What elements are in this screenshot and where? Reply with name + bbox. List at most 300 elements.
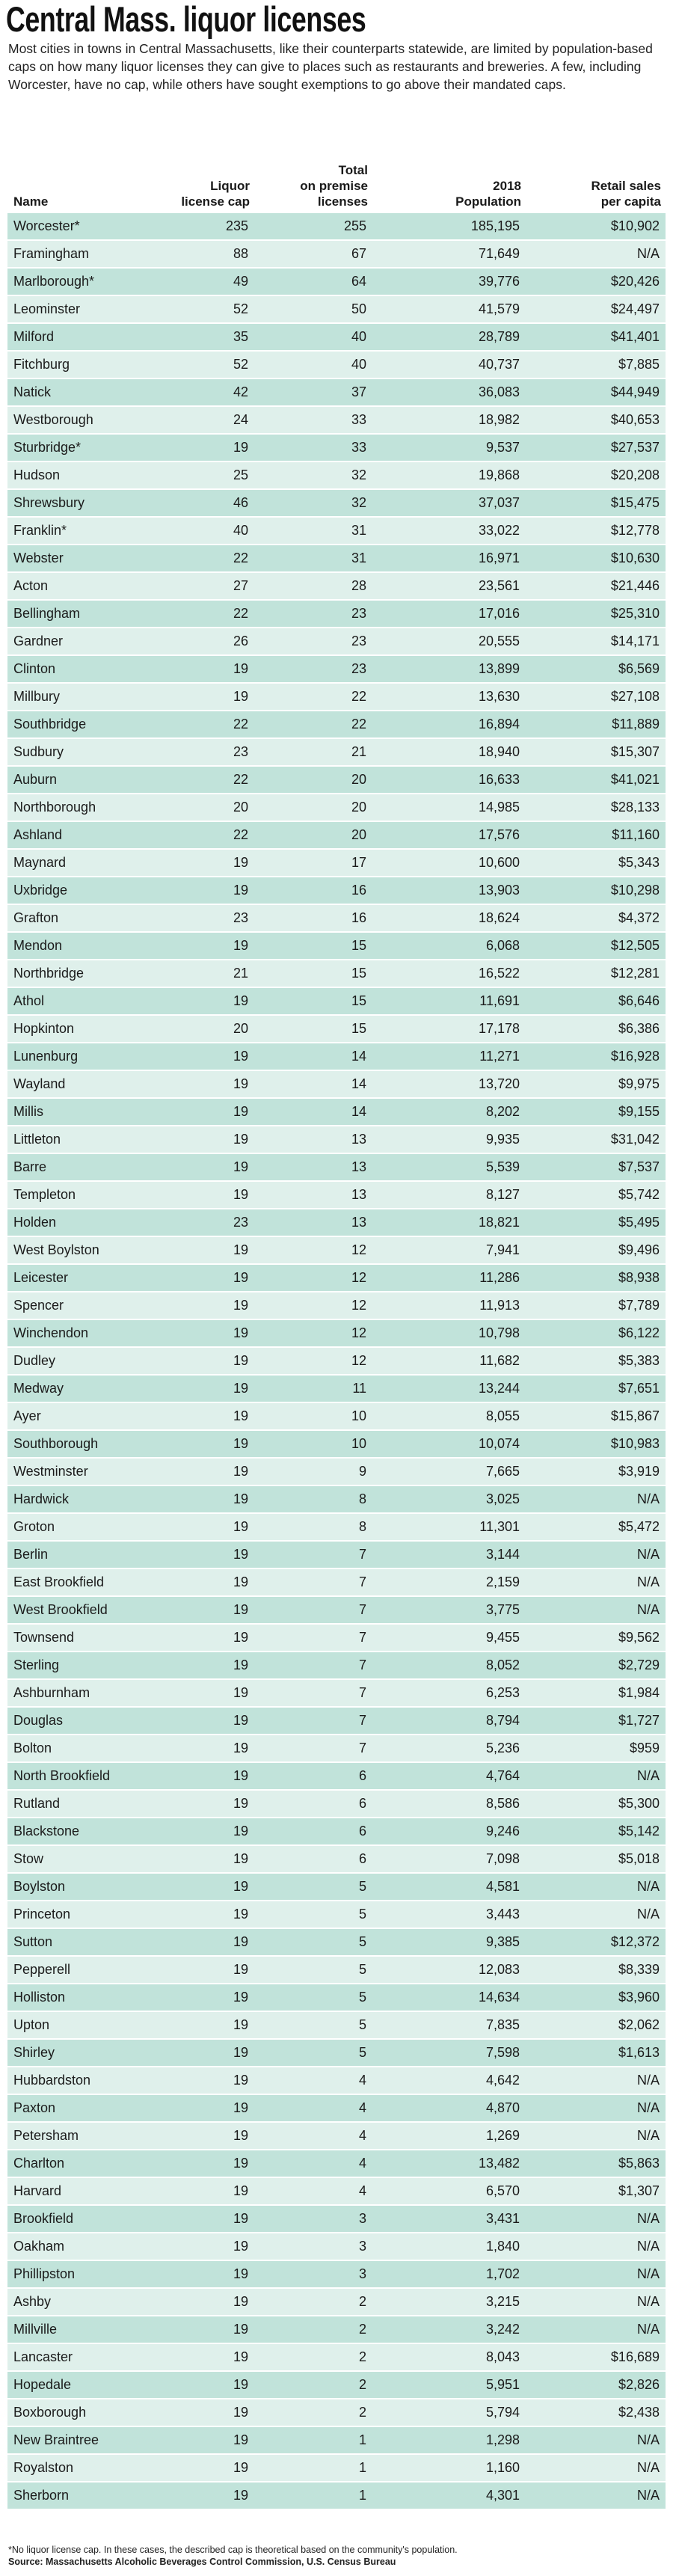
table-row: [7, 2150, 666, 2178]
cell-total-licenses: 12: [351, 1270, 366, 1285]
table-row: [7, 905, 666, 933]
cell-license-cap: 19: [233, 1242, 248, 1257]
cell-population: 13,720: [478, 1076, 520, 1091]
cell-license-cap: 19: [233, 2128, 248, 2143]
table-row: [7, 2178, 666, 2206]
cell-name: West Brookfield: [13, 1602, 108, 1617]
intro-paragraph: Most cities in towns in Central Massachusetts, like their counterparts statewide, are limited by population-based caps on how many liquor licenses they can give to places such as restaurants and breweries. A few, including Worcester, have no cap, while others have sought exemptions to go above their mandated caps.: [8, 41, 653, 92]
cell-name: Worcester*: [13, 218, 80, 233]
cell-population: 13,903: [478, 883, 520, 898]
cell-retail-sales: $12,281: [610, 966, 660, 981]
cell-license-cap: 19: [233, 1851, 248, 1866]
cell-name: Spencer: [13, 1298, 64, 1313]
cell-population: 18,624: [478, 910, 520, 925]
cell-license-cap: 19: [233, 1796, 248, 1811]
cell-name: Westborough: [13, 412, 93, 427]
cell-total-licenses: 4: [358, 2156, 366, 2171]
cell-license-cap: 19: [233, 1491, 248, 1506]
table-row: [7, 462, 666, 490]
cell-retail-sales: $6,646: [618, 993, 660, 1008]
header-total-licenses-text: Total: [338, 163, 368, 177]
cell-population: 37,037: [478, 495, 520, 510]
cell-total-licenses: 1: [358, 2488, 366, 2503]
table-header: [7, 136, 666, 213]
cell-name: Gardner: [13, 634, 64, 648]
cell-license-cap: 19: [233, 1132, 248, 1147]
cell-license-cap: 19: [233, 2266, 248, 2281]
table-row: [7, 1901, 666, 1929]
table-row: [7, 2012, 666, 2040]
cell-retail-sales: $5,018: [618, 1851, 660, 1866]
cell-retail-sales: N/A: [636, 2432, 660, 2447]
cell-population: 33,022: [478, 523, 520, 538]
cell-population: 4,764: [485, 1768, 520, 1783]
cell-retail-sales: $6,386: [618, 1021, 660, 1036]
cell-total-licenses: 255: [343, 218, 366, 233]
cell-license-cap: 19: [233, 1353, 248, 1368]
cell-license-cap: 88: [233, 246, 248, 261]
table-row: [7, 1874, 666, 1901]
cell-population: 40,737: [478, 357, 520, 372]
cell-license-cap: 22: [233, 551, 248, 565]
cell-total-licenses: 20: [351, 800, 366, 815]
cell-name: Wayland: [13, 1076, 66, 1091]
cell-population: 11,913: [479, 1298, 520, 1313]
cell-license-cap: 35: [233, 329, 248, 344]
cell-total-licenses: 28: [351, 578, 366, 593]
table-row: [7, 988, 666, 1016]
cell-name: Bellingham: [13, 606, 81, 621]
cell-name: Barre: [13, 1159, 47, 1174]
cell-license-cap: 19: [233, 2460, 248, 2475]
cell-license-cap: 24: [233, 412, 248, 427]
cell-retail-sales: $28,133: [610, 800, 660, 815]
table-row: [7, 1431, 666, 1459]
cell-population: 3,443: [485, 1907, 520, 1922]
cell-retail-sales: $15,475: [610, 495, 660, 510]
cell-name: Groton: [13, 1519, 55, 1534]
table-row: [7, 1846, 666, 1874]
cell-license-cap: 19: [233, 440, 248, 455]
cell-name: Lancaster: [13, 2349, 73, 2364]
cell-retail-sales: $11,160: [612, 827, 660, 842]
cell-name: Southbridge: [13, 717, 87, 732]
cell-total-licenses: 10: [351, 1408, 366, 1423]
table-row: [7, 1763, 666, 1791]
cell-license-cap: 19: [233, 1187, 248, 1202]
table-row: [7, 1403, 666, 1431]
cell-license-cap: 23: [233, 1215, 248, 1230]
cell-population: 13,899: [478, 661, 520, 676]
cell-total-licenses: 2: [358, 2377, 366, 2392]
cell-name: Westminster: [13, 1464, 88, 1479]
cell-retail-sales: $24,497: [610, 301, 660, 316]
cell-total-licenses: 1: [358, 2460, 366, 2475]
cell-license-cap: 21: [233, 966, 248, 981]
table-row: [7, 1514, 666, 1542]
cell-retail-sales: $1,307: [618, 2183, 660, 2198]
cell-total-licenses: 15: [351, 993, 366, 1008]
cell-name: Holliston: [13, 1990, 66, 2005]
table-row: [7, 2455, 666, 2483]
cell-population: 71,649: [478, 246, 520, 261]
cell-population: 14,985: [478, 800, 520, 815]
cell-retail-sales: $8,938: [618, 1270, 660, 1285]
table-row: [7, 352, 666, 379]
cell-population: 20,555: [478, 634, 520, 648]
cell-population: 1,269: [485, 2128, 520, 2143]
cell-total-licenses: 12: [351, 1325, 366, 1340]
cell-total-licenses: 8: [358, 1519, 366, 1534]
cell-population: 10,600: [478, 855, 520, 870]
table-row: [7, 2289, 666, 2316]
table-row: [7, 960, 666, 988]
footnote-note: *No liquor license cap. In these cases, the described cap is theoretical based on the community's population.: [8, 2545, 458, 2555]
cell-license-cap: 22: [233, 772, 248, 787]
cell-license-cap: 19: [233, 1049, 248, 1064]
cell-license-cap: 49: [233, 274, 248, 289]
table-row: [7, 1957, 666, 1984]
cell-population: 13,630: [478, 689, 520, 704]
table-row: [7, 767, 666, 794]
cell-name: Uxbridge: [13, 883, 68, 898]
cell-total-licenses: 23: [351, 606, 366, 621]
header-population-text: 2018: [493, 179, 521, 193]
cell-total-licenses: 20: [351, 827, 366, 842]
cell-license-cap: 19: [233, 661, 248, 676]
cell-retail-sales: $2,729: [618, 1657, 660, 1672]
cell-retail-sales: $7,651: [618, 1381, 660, 1396]
header-total-licenses-text: on premise: [300, 179, 368, 193]
cell-name: Sterling: [13, 1657, 60, 1672]
cell-total-licenses: 13: [351, 1132, 366, 1147]
cell-retail-sales: $6,122: [618, 1325, 660, 1340]
cell-total-licenses: 31: [351, 551, 366, 565]
cell-population: 5,539: [485, 1159, 520, 1174]
cell-license-cap: 19: [233, 2349, 248, 2364]
page-title: Central Mass. liquor licenses: [6, 0, 366, 39]
cell-population: 17,016: [478, 606, 520, 621]
cell-total-licenses: 4: [358, 2128, 366, 2143]
cell-total-licenses: 33: [351, 440, 366, 455]
header-population: [372, 178, 526, 209]
table-row: [7, 2261, 666, 2289]
cell-name: Upton: [13, 2017, 50, 2032]
cell-population: 1,298: [485, 2432, 520, 2447]
cell-population: 6,068: [485, 938, 520, 953]
cell-name: Southborough: [13, 1436, 99, 1451]
cell-retail-sales: $27,108: [610, 689, 660, 704]
cell-population: 1,160: [485, 2460, 520, 2475]
cell-total-licenses: 10: [351, 1436, 366, 1451]
cell-population: 17,178: [478, 1021, 520, 1036]
cell-total-licenses: 13: [351, 1215, 366, 1230]
table-row: [7, 1791, 666, 1818]
cell-population: 23,561: [478, 578, 520, 593]
cell-retail-sales: $9,496: [618, 1242, 660, 1257]
cell-name: Stow: [13, 1851, 44, 1866]
cell-population: 4,301: [485, 2488, 520, 2503]
cell-license-cap: 19: [233, 1408, 248, 1423]
cell-license-cap: 19: [233, 883, 248, 898]
cell-population: 1,702: [485, 2266, 520, 2281]
cell-population: 3,215: [485, 2294, 520, 2309]
cell-retail-sales: $2,438: [618, 2405, 660, 2420]
cell-license-cap: 19: [233, 1879, 248, 1894]
table-row: [7, 2344, 666, 2372]
cell-name: East Brookfield: [13, 1574, 105, 1589]
cell-name: New Braintree: [13, 2432, 99, 2447]
table-row: [7, 490, 666, 518]
cell-name: Winchendon: [13, 1325, 89, 1340]
cell-population: 3,144: [485, 1547, 520, 1562]
cell-name: Ashburnham: [13, 1685, 90, 1700]
table-row: [7, 1652, 666, 1680]
table-row: [7, 1182, 666, 1209]
cell-retail-sales: $27,537: [610, 440, 660, 455]
table-row: [7, 1209, 666, 1237]
license-table: [7, 136, 666, 2510]
cell-name: Holden: [13, 1215, 57, 1230]
cell-total-licenses: 7: [358, 1713, 366, 1728]
header-population-text: Population: [455, 194, 521, 209]
cell-name: Shirley: [13, 2045, 55, 2060]
cell-total-licenses: 15: [351, 1021, 366, 1036]
cell-license-cap: 42: [233, 384, 248, 399]
header-name: [7, 194, 165, 209]
cell-population: 4,642: [485, 2073, 520, 2088]
table-row: [7, 1237, 666, 1265]
cell-total-licenses: 23: [351, 634, 366, 648]
cell-total-licenses: 7: [358, 1657, 366, 1672]
table-row: [7, 877, 666, 905]
cell-retail-sales: $10,902: [610, 218, 660, 233]
cell-retail-sales: $5,383: [618, 1353, 660, 1368]
cell-total-licenses: 16: [351, 883, 366, 898]
table-row: [7, 1099, 666, 1126]
cell-name: Charlton: [13, 2156, 65, 2171]
cell-retail-sales: $15,867: [610, 1408, 660, 1423]
table-row: [7, 296, 666, 324]
table-row: [7, 518, 666, 545]
cell-license-cap: 20: [233, 800, 248, 815]
cell-license-cap: 19: [233, 855, 248, 870]
cell-license-cap: 19: [233, 1436, 248, 1451]
cell-population: 11,301: [479, 1519, 520, 1534]
cell-license-cap: 19: [233, 2045, 248, 2060]
cell-population: 11,286: [479, 1270, 520, 1285]
cell-total-licenses: 7: [358, 1741, 366, 1755]
cell-retail-sales: $16,928: [610, 1049, 660, 1064]
cell-retail-sales: $3,919: [618, 1464, 660, 1479]
table-row: [7, 822, 666, 850]
cell-retail-sales: $5,142: [618, 1824, 660, 1839]
cell-name: Leominster: [13, 301, 81, 316]
header-total-licenses: [254, 162, 372, 209]
cell-name: Sturbridge*: [13, 440, 82, 455]
cell-license-cap: 19: [233, 2156, 248, 2171]
cell-license-cap: 19: [233, 2239, 248, 2254]
cell-total-licenses: 50: [351, 301, 366, 316]
cell-name: Princeton: [13, 1907, 71, 1922]
cell-retail-sales: $5,300: [618, 1796, 660, 1811]
table-row: [7, 1376, 666, 1403]
cell-population: 8,794: [485, 1713, 520, 1728]
cell-retail-sales: N/A: [636, 1907, 660, 1922]
cell-retail-sales: $16,689: [610, 2349, 660, 2364]
cell-name: Boxborough: [13, 2405, 87, 2420]
cell-name: Townsend: [13, 1630, 75, 1645]
cell-license-cap: 19: [233, 2211, 248, 2226]
cell-retail-sales: $40,653: [610, 412, 660, 427]
cell-retail-sales: $9,562: [618, 1630, 660, 1645]
cell-total-licenses: 12: [351, 1242, 366, 1257]
cell-retail-sales: $11,889: [612, 717, 660, 732]
cell-population: 11,682: [479, 1353, 520, 1368]
cell-population: 3,431: [485, 2211, 520, 2226]
cell-total-licenses: 5: [358, 1962, 366, 1977]
cell-license-cap: 26: [233, 634, 248, 648]
table-row: [7, 379, 666, 407]
cell-retail-sales: $21,446: [610, 578, 660, 593]
cell-population: 10,074: [478, 1436, 520, 1451]
cell-population: 2,159: [485, 1574, 520, 1589]
cell-retail-sales: N/A: [636, 246, 660, 261]
cell-retail-sales: $31,042: [610, 1132, 660, 1147]
table-row: [7, 1708, 666, 1735]
cell-retail-sales: $1,613: [618, 2045, 660, 2060]
table-row: [7, 2483, 666, 2510]
cell-license-cap: 19: [233, 1159, 248, 1174]
cell-license-cap: 19: [233, 1519, 248, 1534]
cell-total-licenses: 3: [358, 2239, 366, 2254]
cell-retail-sales: $7,537: [618, 1159, 660, 1174]
cell-license-cap: 19: [233, 2100, 248, 2115]
cell-total-licenses: 2: [358, 2294, 366, 2309]
cell-name: Athol: [13, 993, 45, 1008]
cell-retail-sales: $959: [629, 1741, 660, 1755]
cell-total-licenses: 4: [358, 2100, 366, 2115]
cell-retail-sales: N/A: [636, 1602, 660, 1617]
cell-population: 19,868: [478, 467, 520, 482]
cell-license-cap: 40: [233, 523, 248, 538]
cell-name: Millville: [13, 2322, 57, 2337]
cell-retail-sales: $9,975: [618, 1076, 660, 1091]
table-row: [7, 684, 666, 711]
cell-total-licenses: 6: [358, 1768, 366, 1783]
cell-license-cap: 19: [233, 1602, 248, 1617]
cell-retail-sales: N/A: [636, 2239, 660, 2254]
source-credit: Source: Massachusetts Alcoholic Beverages Control Commission, U.S. Census Bureau: [8, 2557, 396, 2567]
cell-population: 9,246: [485, 1824, 520, 1839]
cell-population: 5,794: [485, 2405, 520, 2420]
table-row: [7, 1735, 666, 1763]
table-row: [7, 2372, 666, 2399]
cell-license-cap: 19: [233, 1907, 248, 1922]
cell-license-cap: 19: [233, 1464, 248, 1479]
cell-license-cap: 20: [233, 1021, 248, 1036]
cell-total-licenses: 15: [351, 938, 366, 953]
cell-retail-sales: $1,984: [618, 1685, 660, 1700]
cell-retail-sales: $44,949: [610, 384, 660, 399]
cell-name: Paxton: [13, 2100, 56, 2115]
cell-population: 4,870: [485, 2100, 520, 2115]
cell-retail-sales: $10,983: [610, 1436, 660, 1451]
cell-retail-sales: $9,155: [618, 1104, 660, 1119]
table-row: [7, 1154, 666, 1182]
cell-population: 14,634: [478, 1990, 520, 2005]
cell-name: Marlborough*: [13, 274, 95, 289]
table-row: [7, 601, 666, 628]
cell-population: 18,821: [478, 1215, 520, 1230]
cell-name: Hubbardston: [13, 2073, 91, 2088]
cell-name: Lunenburg: [13, 1049, 79, 1064]
cell-name: Sutton: [13, 1934, 53, 1949]
cell-name: Brookfield: [13, 2211, 74, 2226]
cell-retail-sales: N/A: [636, 2073, 660, 2088]
cell-name: Sudbury: [13, 744, 64, 759]
table-row: [7, 1625, 666, 1652]
table-row: [7, 1984, 666, 2012]
table-row: [7, 1542, 666, 1569]
cell-total-licenses: 31: [351, 523, 366, 538]
cell-license-cap: 19: [233, 1270, 248, 1285]
cell-retail-sales: $6,569: [618, 661, 660, 676]
cell-total-licenses: 14: [351, 1049, 366, 1064]
cell-population: 5,951: [485, 2377, 520, 2392]
cell-retail-sales: N/A: [636, 1768, 660, 1783]
cell-retail-sales: $4,372: [618, 910, 660, 925]
table-row: [7, 1126, 666, 1154]
table-row: [7, 241, 666, 269]
cell-population: 11,691: [479, 993, 520, 1008]
cell-total-licenses: 40: [351, 329, 366, 344]
cell-name: Bolton: [13, 1741, 52, 1755]
cell-population: 9,537: [485, 440, 520, 455]
table-body: [7, 213, 666, 2510]
cell-total-licenses: 13: [351, 1159, 366, 1174]
cell-name: Ashby: [13, 2294, 52, 2309]
cell-license-cap: 22: [233, 717, 248, 732]
cell-name: Webster: [13, 551, 64, 565]
cell-population: 8,043: [485, 2349, 520, 2364]
cell-name: West Boylston: [13, 1242, 99, 1257]
cell-retail-sales: $5,742: [618, 1187, 660, 1202]
table-row: [7, 213, 666, 241]
table-row: [7, 1680, 666, 1708]
cell-name: Oakham: [13, 2239, 65, 2254]
header-name-text: Name: [13, 194, 49, 209]
cell-retail-sales: $5,472: [618, 1519, 660, 1534]
cell-retail-sales: N/A: [636, 2211, 660, 2226]
cell-license-cap: 235: [225, 218, 248, 233]
table-row: [7, 2427, 666, 2455]
cell-population: 41,579: [478, 301, 520, 316]
table-row: [7, 407, 666, 435]
cell-name: Dudley: [13, 1353, 56, 1368]
cell-license-cap: 19: [233, 1934, 248, 1949]
cell-name: Pepperell: [13, 1962, 71, 1977]
cell-population: 8,055: [485, 1408, 520, 1423]
cell-name: Acton: [13, 578, 49, 593]
cell-name: Blackstone: [13, 1824, 80, 1839]
cell-license-cap: 19: [233, 938, 248, 953]
table-row: [7, 1818, 666, 1846]
cell-total-licenses: 64: [351, 274, 366, 289]
cell-total-licenses: 12: [351, 1353, 366, 1368]
table-row: [7, 2067, 666, 2095]
cell-total-licenses: 13: [351, 1187, 366, 1202]
